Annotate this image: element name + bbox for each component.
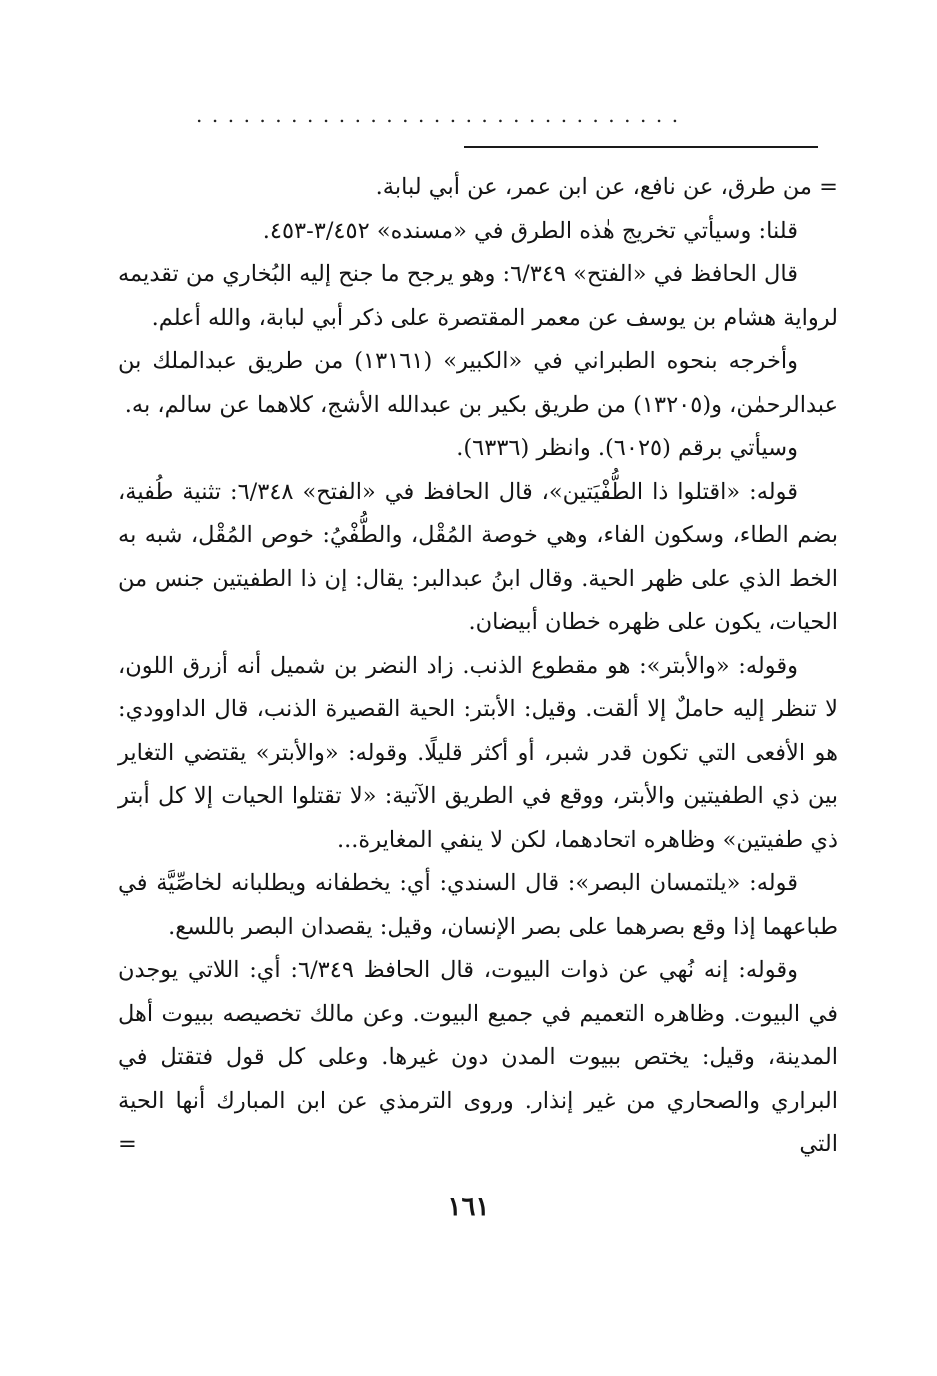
paragraph-note-7: قوله: «يلتمسان البصر»: قال السندي: أي: يخطفانه ويطلبانه لخاصِّيَّة في طباعهما إذا وقع بصرهما على بصر الإنسان، وقيل: يقصدان البصر باللسع.: [118, 870, 838, 940]
paragraph-note-2: قال الحافظ في «الفتح» ٦/٣٤٩: وهو يرجح ما جنح إليه البُخاري من تقديمه لرواية هشام بن يوسف عن معمر المقتصرة على ذكر أبي لبابة، والله أعلم.: [117, 261, 838, 331]
page-number: ١٦١: [447, 1192, 490, 1222]
paragraph-note-3: وأخرجه بنحوه الطبراني في «الكبير» (١٣١٦١) من طريق عبدالملك بن عبدالرحمٰن، و(١٣٢٠٥) من طريق بكير بن عبدالله الأشج، كلاهما عن سالم، به.: [118, 348, 838, 418]
paragraph-note-5: قوله: «اقتلوا ذا الطُّفْيَتين»، قال الحافظ في «الفتح» ٦/٣٤٨: تثنية طُفية، بضم الطاء، وسكون الفاء، وهي خوصة المُقْل، والطُّفْيُ: خوص المُقْل، شبه به الخط الذي على ظهر الحية. وقال ابنُ عبدالبر: يقال: إن ذا الطفيتين جنس من الحيات، يكون على ظهره خطان أبيضان.: [118, 478, 838, 635]
paragraph-note-6: وقوله: «والأبتر»: هو مقطوع الذنب. زاد النضر بن شميل أنه أزرق اللون، لا تنظر إليه حاملٌ إلا ألقت. وقيل: الأبتر: الحية القصيرة الذنب، قال الداوودي: هو الأفعى التي تكون قدر شبر، أو أكثر قليلًا. وقوله: «والأبتر» يقتضي التغاير بين ذي الطفيتين والأبتر، ووقع في الطريق الآتية: «لا تقتلوا الحيات إلا كل أبتر ذي طفيتين» وظاهره اتحادهما، لكن لا ينفي المغايرة...: [118, 652, 838, 853]
paragraph-note-4: وسيأتي برقم (٦٠٢٥). وانظر (٦٣٣٦).: [456, 435, 798, 461]
dot-leader: ...............................: [196, 105, 688, 125]
paragraph-continuation: = من طرق، عن نافع، عن ابن عمر، عن أبي لبابة.: [375, 174, 838, 200]
footnote-separator-rule: [464, 146, 818, 148]
paragraph-note-1: قلنا: وسيأتي تخريج هٰذه الطرق في «مسنده» ٣/٤٥٢-٤٥٣.: [262, 217, 798, 244]
paragraph-note-8: وقوله: إنه نُهي عن ذوات البيوت، قال الحافظ ٦/٣٤٩: أي: اللاتي يوجدن في البيوت. وظاهره التعميم في جميع البيوت. وعن مالك تخصيصه ببيوت أهل المدينة، وقيل: يختص ببيوت المدن دون غيرها. وعلى كل قول فتقتل في البراري والصحاري من غير إنذار. وروى الترمذي عن ابن المبارك أنها الحية التي =: [118, 957, 838, 1157]
footnote-body: [118, 166, 838, 1167]
